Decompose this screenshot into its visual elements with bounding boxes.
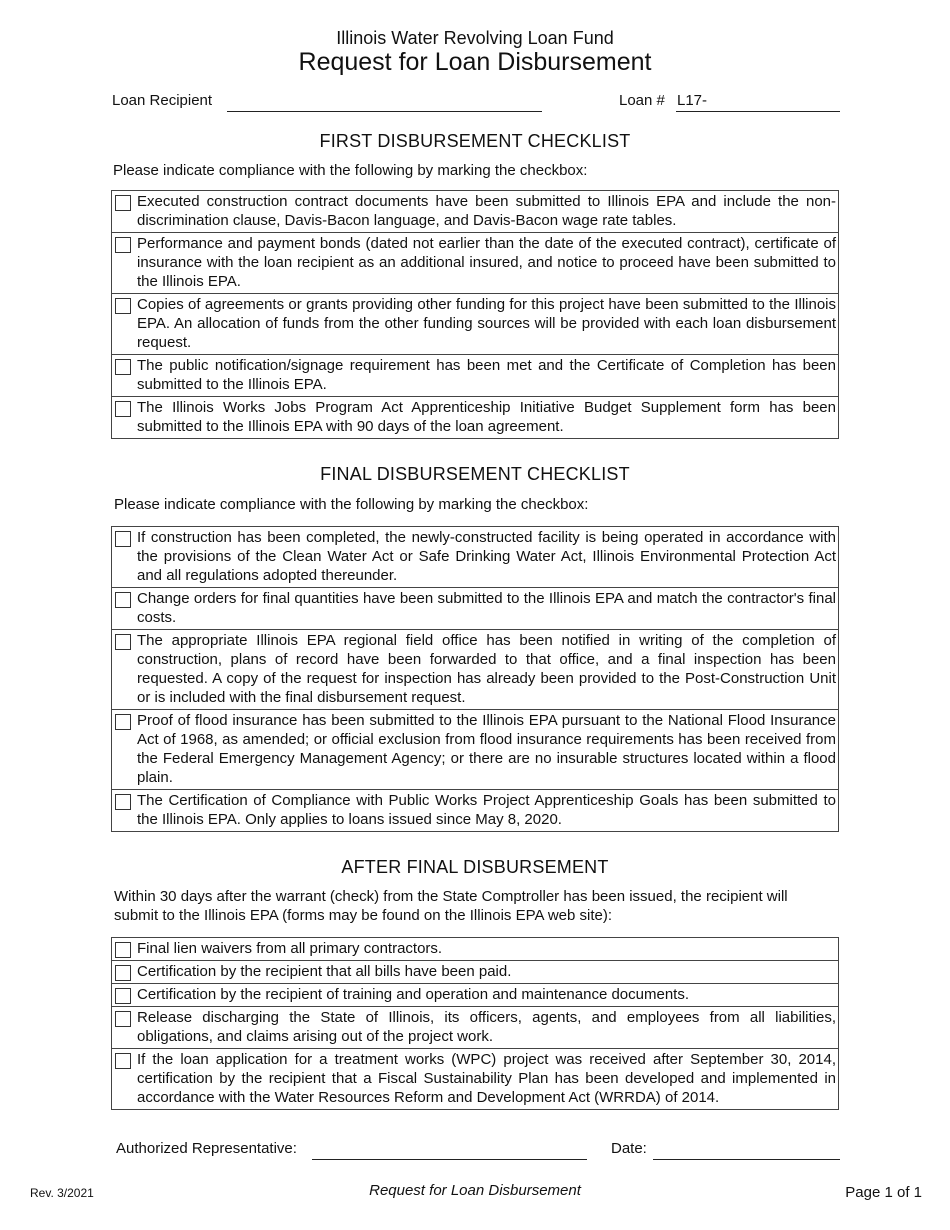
item-text: Final lien waivers from all primary contractors. <box>137 940 443 957</box>
date-input[interactable] <box>653 1159 840 1160</box>
first-checklist-item <box>112 191 838 232</box>
checkbox[interactable] <box>115 195 131 211</box>
item-text: Change orders for final quantities have been submitted to the Illinois EPA and match the contractor's final costs. <box>137 590 836 626</box>
first-checklist <box>111 190 839 439</box>
page-number: Page 1 of 1 <box>845 1184 922 1201</box>
final-checklist-item <box>112 629 838 709</box>
first-checklist-item <box>112 232 838 293</box>
checkbox[interactable] <box>115 965 131 981</box>
loan-info-row <box>112 90 840 114</box>
item-text: Copies of agreements or grants providing other funding for this project have been submitted to the Illinois EPA. An allocation of funds from the other funding sources will be provided with each loan disbursement request. <box>137 296 836 351</box>
first-checklist-item <box>112 293 838 354</box>
final-checklist-item <box>112 789 838 831</box>
after-final-instructions: Within 30 days after the warrant (check) from the State Comptroller has been issued, the recipient will submit to the Illinois EPA (forms may be found on the Illinois EPA web site): <box>114 888 788 924</box>
checkbox[interactable] <box>115 1053 131 1069</box>
checkbox[interactable] <box>115 634 131 650</box>
final-checklist <box>111 526 839 832</box>
final-checklist-item <box>112 587 838 629</box>
after-final-item <box>112 983 838 1006</box>
authorized-rep-input[interactable] <box>312 1159 587 1160</box>
checkbox[interactable] <box>115 794 131 810</box>
item-text: The Illinois Works Jobs Program Act Apprenticeship Initiative Budget Supplement form has been submitted to the Illinois EPA with 90 days of the loan agreement. <box>137 399 836 435</box>
item-text: The Certification of Compliance with Public Works Project Apprenticeship Goals has been submitted to the Illinois EPA. Only applies to loans issued since May 8, 2020. <box>137 792 836 828</box>
checkbox[interactable] <box>115 359 131 375</box>
revision-label: Rev. 3/2021 <box>30 1186 94 1200</box>
loan-recipient-label: Loan Recipient <box>112 92 213 109</box>
signature-row <box>116 1138 840 1162</box>
item-text: Performance and payment bonds (dated not earlier than the date of the executed contract), certificate of insurance with the loan recipient as an additional insured, and notice to proceed have been submitted to the Illinois EPA. <box>137 235 836 290</box>
after-final-item <box>112 938 838 960</box>
item-text: Proof of flood insurance has been submitted to the Illinois EPA pursuant to the National Flood Insurance Act of 1968, as amended; or official exclusion from flood insurance requirements has been received from the Federal Emergency Management Agency; or there are no insurable structures located within a flood plain. <box>137 712 836 786</box>
item-text: Executed construction contract documents have been submitted to Illinois EPA and include the non-discrimination clause, Davis-Bacon language, and Davis-Bacon wage rate tables. <box>137 193 836 229</box>
checkbox[interactable] <box>115 942 131 958</box>
checkbox[interactable] <box>115 714 131 730</box>
authorized-rep-label: Authorized Representative: <box>116 1140 297 1157</box>
first-checklist-item <box>112 396 838 438</box>
first-checklist-item <box>112 354 838 396</box>
final-checklist-item <box>112 709 838 789</box>
after-final-title: AFTER FINAL DISBURSEMENT <box>341 857 609 877</box>
checkbox[interactable] <box>115 988 131 1004</box>
item-text: Certification by the recipient of training and operation and maintenance documents. <box>137 986 690 1003</box>
checkbox[interactable] <box>115 401 131 417</box>
final-checklist-instructions: Please indicate compliance with the following by marking the checkbox: <box>114 496 589 513</box>
item-text: Certification by the recipient that all bills have been paid. <box>137 963 512 980</box>
checkbox[interactable] <box>115 592 131 608</box>
date-label: Date: <box>611 1140 647 1157</box>
item-text: Release discharging the State of Illinois, its officers, agents, and employees from all liabilities, obligations, and claims arising out of the project work. <box>137 1009 836 1045</box>
item-text: The appropriate Illinois EPA regional field office has been notified in writing of the completion of construction, plans of record have been forwarded to that office, and a final inspection has been requested. A copy of the request for inspection has already been provided to the Post-Construction Unit or is included with the final disbursement request. <box>137 632 836 706</box>
footer-title: Request for Loan Disbursement <box>369 1182 581 1199</box>
item-text: The public notification/signage requirement has been met and the Certificate of Completion has been submitted to the Illinois EPA. <box>137 357 836 393</box>
loan-number-label: Loan # <box>619 92 665 109</box>
page-title: Request for Loan Disbursement <box>298 48 652 76</box>
checkbox[interactable] <box>115 531 131 547</box>
checkbox[interactable] <box>115 237 131 253</box>
item-text: If the loan application for a treatment works (WPC) project was received after September 30, 2014, certification by the recipient that a Fiscal Sustainability Plan has been developed and implemented in accordance with the Water Resources Reform and Development Act (WRRDA) of 2014. <box>137 1051 836 1106</box>
first-checklist-instructions: Please indicate compliance with the following by marking the checkbox: <box>113 162 588 179</box>
loan-number-input[interactable] <box>676 111 840 112</box>
final-checklist-item <box>112 527 838 587</box>
final-checklist-title: FINAL DISBURSEMENT CHECKLIST <box>320 464 630 484</box>
checkbox[interactable] <box>115 298 131 314</box>
after-final-item <box>112 1006 838 1048</box>
first-checklist-title: FIRST DISBURSEMENT CHECKLIST <box>319 131 631 151</box>
loan-recipient-input[interactable] <box>227 111 542 112</box>
after-final-item <box>112 1048 838 1109</box>
loan-number-prefix: L17- <box>677 92 708 109</box>
fund-name: Illinois Water Revolving Loan Fund <box>336 28 614 48</box>
after-final-item <box>112 960 838 983</box>
after-final-checklist <box>111 937 839 1110</box>
item-text: If construction has been completed, the newly-constructed facility is being operated in accordance with the provisions of the Clean Water Act or Safe Drinking Water Act, Illinois Environmental Protection Act and all regulations adopted thereunder. <box>137 529 836 584</box>
checkbox[interactable] <box>115 1011 131 1027</box>
